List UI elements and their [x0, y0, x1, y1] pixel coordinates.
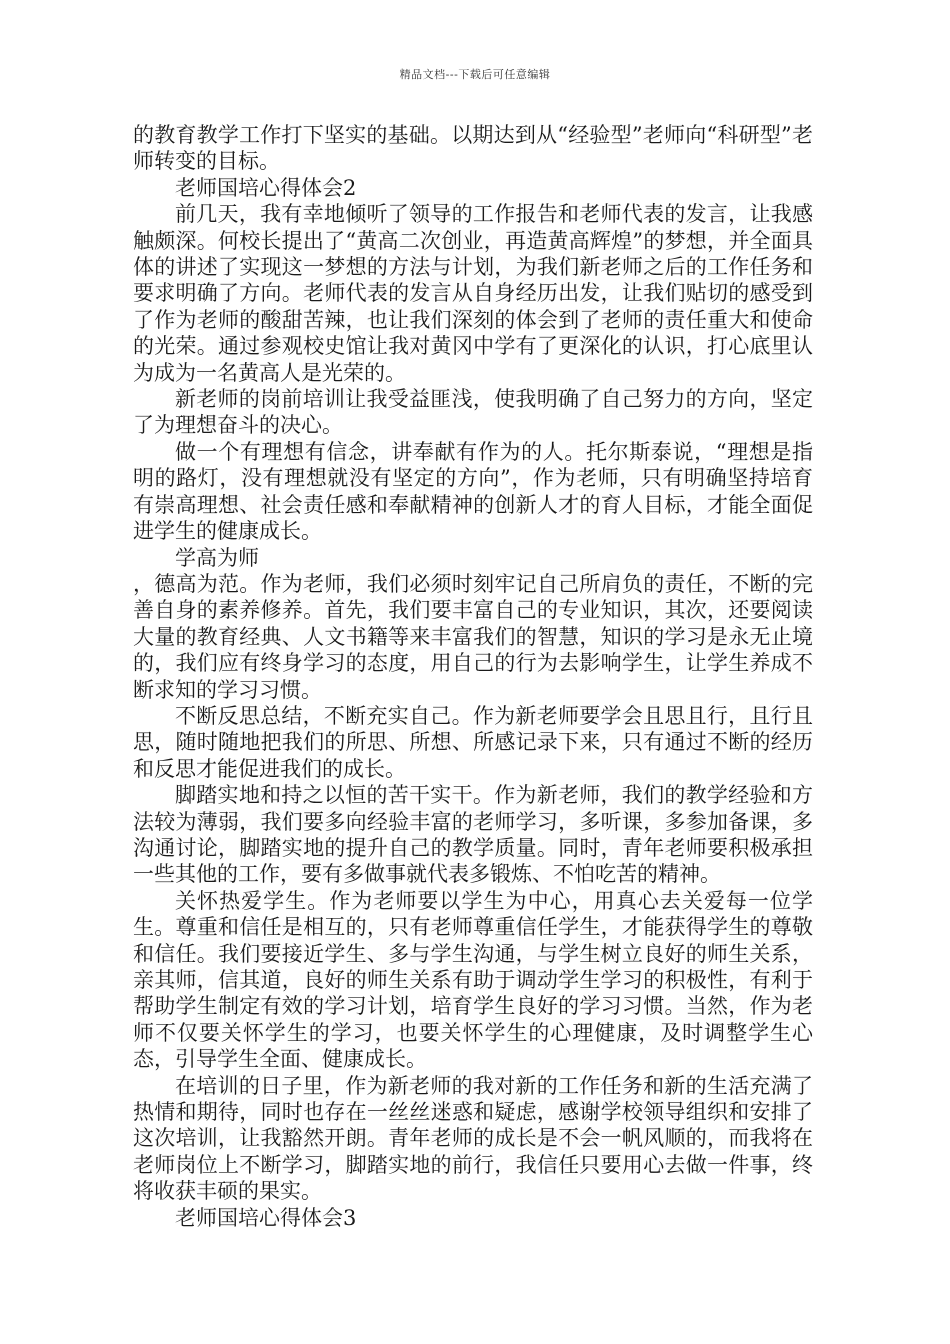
paragraph: ，德高为范。作为老师，我们必须时刻牢记自己所肩负的责任，不断的完善自身的素养修养。首先，我们要丰富自己的专业知识，其次，还要阅读大量的教育经典、人文书籍等来丰富我们的智慧，知识的学习是永无止境的，我们应有终身学习的态度，用自己的行为去影响学生，让学生养成不断求知的学习习惯。 — [133, 571, 813, 702]
paragraph-continuation: 的教育教学工作打下坚实的基础。以期达到从“经验型”老师向“科研型”老师转变的目标。 — [133, 123, 813, 174]
paragraph: 新老师的岗前培训让我受益匪浅，使我明确了自己努力的方向，坚定了为理想奋斗的决心。 — [133, 387, 813, 438]
section-heading-3: 老师国培心得体会3 — [175, 1205, 357, 1230]
document-body — [133, 122, 813, 1231]
paragraph: 关怀热爱学生。作为老师要以学生为中心，用真心去关爱每一位学生。尊重和信任是相互的，只有老师尊重信任学生，才能获得学生的尊敬和信任。我们要接近学生、多与学生沟通，与学生树立良好的师生关系，亲其师，信其道，良好的师生关系有助于调动学生学习的积极性，有利于帮助学生制定有效的学习计划，培育学生良好的学习习惯。当然，作为老师不仅要关怀学生的学习，也要关怀学生的心理健康，及时调整学生心态，引导学生全面、健康成长。 — [133, 888, 813, 1072]
paragraph-fragment: 学高为师 — [175, 545, 259, 570]
paragraph: 不断反思总结，不断充实自己。作为新老师要学会且思且行，且行且思，随时随地把我们的所思、所想、所感记录下来，只有通过不断的经历和反思才能促进我们的成长。 — [133, 703, 813, 781]
paragraph: 前几天，我有幸地倾听了领导的工作报告和老师代表的发言，让我感触颇深。何校长提出了“黄高二次创业，再造黄高辉煌”的梦想，并全面具体的讲述了实现这一梦想的方法与计划，为我们新老师之后的工作任务和要求明确了方向。老师代表的发言从自身经历出发，让我们贴切的感受到了作为老师的酸甜苦辣，也让我们深刻的体会到了老师的责任重大和使命的光荣。通过参观校史馆让我对黄冈中学有了更深化的认识，打心底里认为成为一名黄高人是光荣的。 — [133, 202, 813, 385]
section-heading-2: 老师国培心得体会2 — [175, 175, 357, 200]
paragraph: 脚踏实地和持之以恒的苦干实干。作为新老师，我们的教学经验和方法较为薄弱，我们要多向经验丰富的老师学习，多听课，多参加备课，多沟通讨论，脚踏实地的提升自己的教学质量。同时，青年老师要积极承担一些其他的工作，要有多做事就代表多锻炼、不怕吃苦的精神。 — [133, 783, 813, 887]
paragraph: 在培训的日子里，作为新老师的我对新的工作任务和新的生活充满了热情和期待，同时也存在一丝丝迷惑和疑虑，感谢学校领导组织和安排了这次培训，让我豁然开朗。青年老师的成长是不会一帆风顺的，而我将在老师岗位上不断学习，脚踏实地的前行，我信任只要用心去做一件事，终将收获丰硕的果实。 — [133, 1073, 813, 1204]
page-header: 精品文档---下载后可任意编辑 — [399, 68, 551, 81]
paragraph: 做一个有理想有信念，讲奉献有作为的人。托尔斯泰说，“理想是指明的路灯，没有理想就没有坚定的方向”，作为老师，只有明确坚持培育有崇高理想、社会责任感和奉献精神的创新人才的育人目标，才能全面促进学生的健康成长。 — [133, 439, 813, 544]
